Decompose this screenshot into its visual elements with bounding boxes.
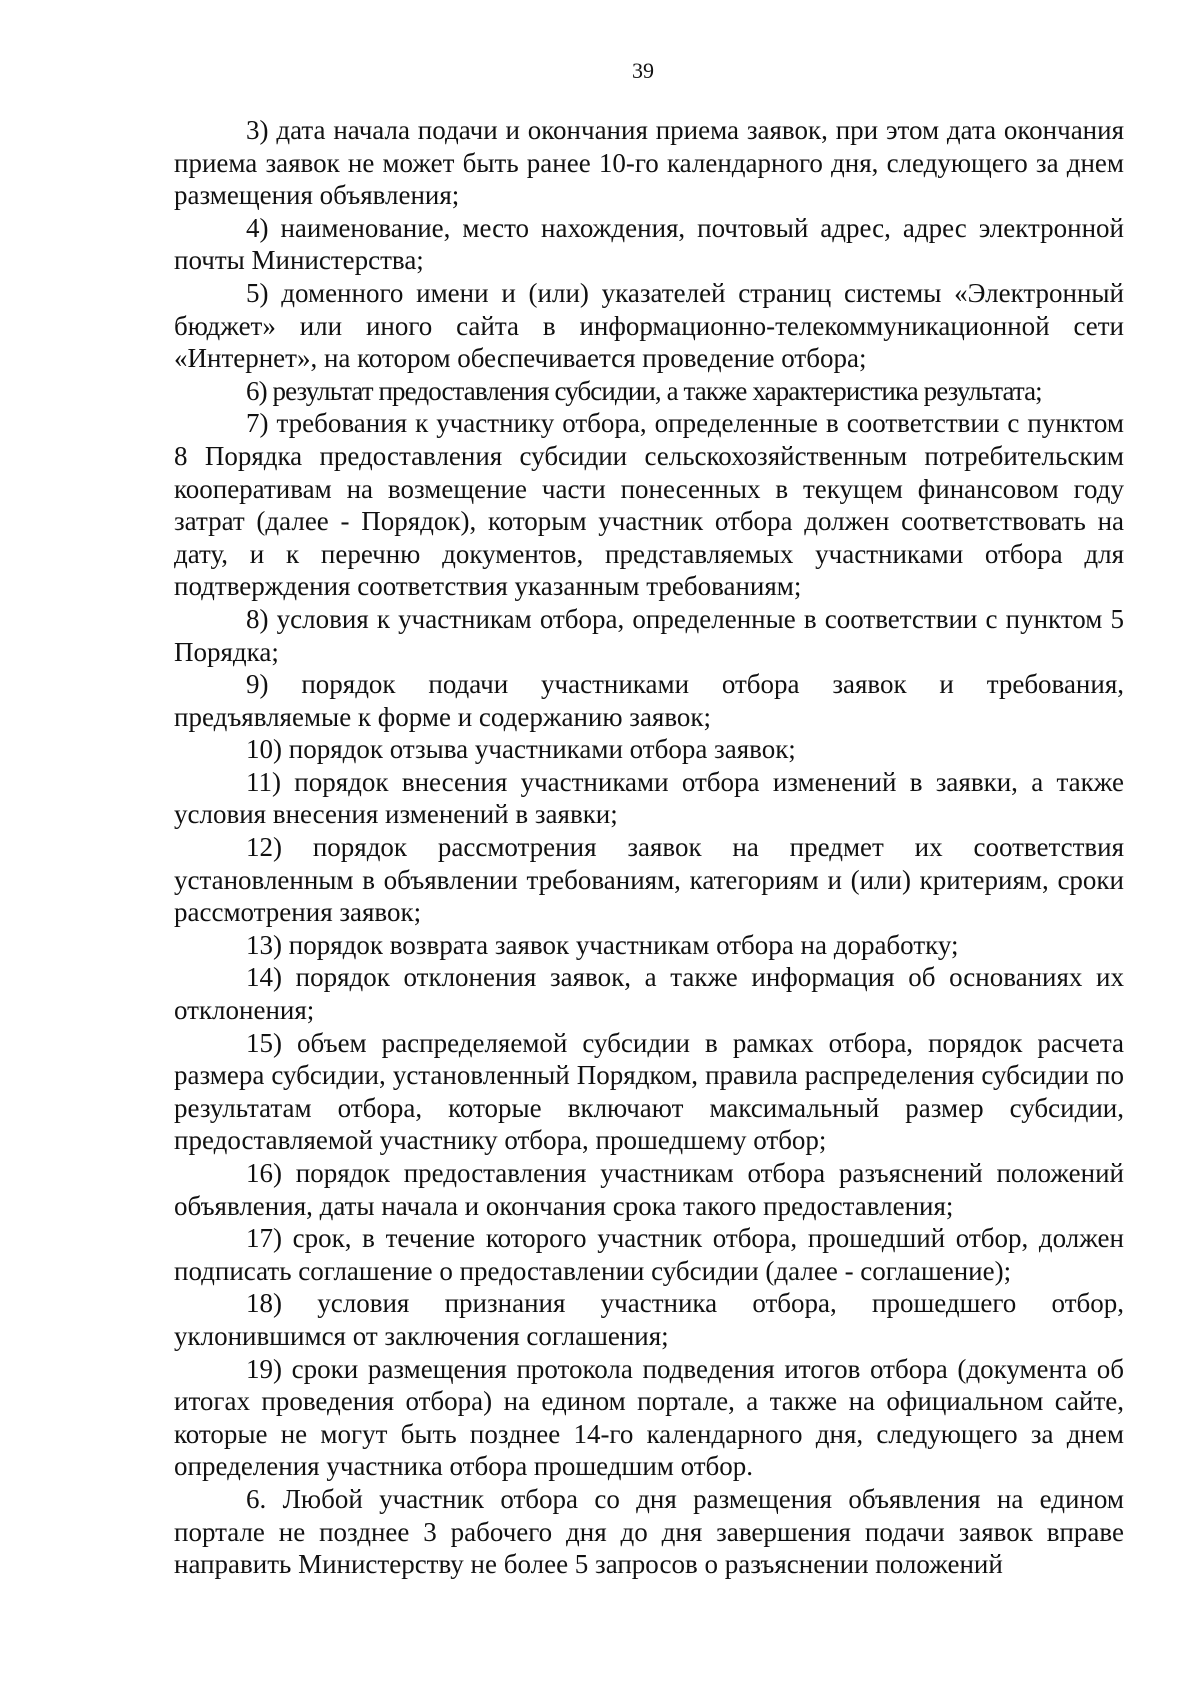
paragraph-section-6: 6. Любой участник отбора со дня размещения объявления на едином портале не позднее 3 рабочего дня до дня завершения подачи заявок вправе направить Министерству не более 5 запросов о разъяснении положений: [174, 1483, 1124, 1580]
paragraph-item-9: 9) порядок подачи участниками отбора заявок и требования, предъявляемые к форме и содержанию заявок;: [174, 669, 1124, 732]
paragraph-item-8: 8) условия к участникам отбора, определенные в соответствии с пунктом 5 Порядка;: [174, 603, 1124, 667]
page-number: 39: [632, 58, 654, 83]
paragraph-item-11: 11) порядок внесения участниками отбора изменений в заявки, а также условия внесения изменений в заявки;: [174, 766, 1124, 830]
paragraph-item-16: 16) порядок предоставления участникам отбора разъяснений положений объявления, даты начала и окончания срока такого предоставления;: [174, 1158, 1124, 1221]
paragraph-item-14: 14) порядок отклонения заявок, а также информация об основаниях их отклонения;: [174, 962, 1124, 1026]
paragraph-item-5: 5) доменного имени и (или) указателей страниц системы «Электронный бюджет» или иного сайта в информационно-телекоммуникационной сети «Интернет», на котором обеспечивается проведение отбора;: [174, 277, 1124, 374]
paragraph-item-7: 7) требования к участнику отбора, определенные в соответствии с пунктом 8 Порядка предоставления субсидии сельскохозяйственным потребительским кооперативам на возмещение части понесенных в текущем финансовом году затрат (далее - Порядок), которым участник отбора должен соответствовать на дату, и к перечню документов, представляемых участниками отбора для подтверждения соответствия указанным требованиям;: [174, 408, 1124, 602]
paragraph-item-3: 3) дата начала подачи и окончания приема заявок, при этом дата окончания приема заявок не может быть ранее 10-го календарного дня, следующего за днем размещения объявления;: [174, 115, 1124, 211]
paragraph-item-18: 18) условия признания участника отбора, прошедшего отбор, уклонившимся от заключения соглашения;: [174, 1288, 1124, 1351]
paragraph-item-12: 12) порядок рассмотрения заявок на предмет их соответствия установленным в объявлении требованиям, категориям и (или) критериям, сроки рассмотрения заявок;: [174, 832, 1124, 928]
document-body: [174, 114, 1124, 1581]
paragraph-item-17: 17) срок, в течение которого участник отбора, прошедший отбор, должен подписать соглашение о предоставлении субсидии (далее - соглашение);: [174, 1223, 1124, 1286]
paragraph-item-13: 13) порядок возврата заявок участникам отбора на доработку;: [246, 929, 959, 960]
paragraph-item-4: 4) наименование, место нахождения, почтовый адрес, адрес электронной почты Министерства;: [174, 212, 1124, 276]
paragraph-item-19: 19) сроки размещения протокола подведения итогов отбора (документа об итогах проведения отбора) на едином портале, а также на официальном сайте, которые не могут быть позднее 14-го календарного дня, следующего за днем определения участника отбора прошедшим отбор.: [174, 1353, 1124, 1482]
paragraph-item-15: 15) объем распределяемой субсидии в рамках отбора, порядок расчета размера субсидии, установленный Порядком, правила распределения субсидии по результатам отбора, которые включают максимальный размер субсидии, предоставляемой участнику отбора, прошедшему отбор;: [174, 1027, 1124, 1156]
paragraph-item-6: 6) результат предоставления субсидии, а также характеристика результата;: [246, 375, 1042, 406]
paragraph-item-10: 10) порядок отзыва участниками отбора заявок;: [246, 734, 796, 765]
